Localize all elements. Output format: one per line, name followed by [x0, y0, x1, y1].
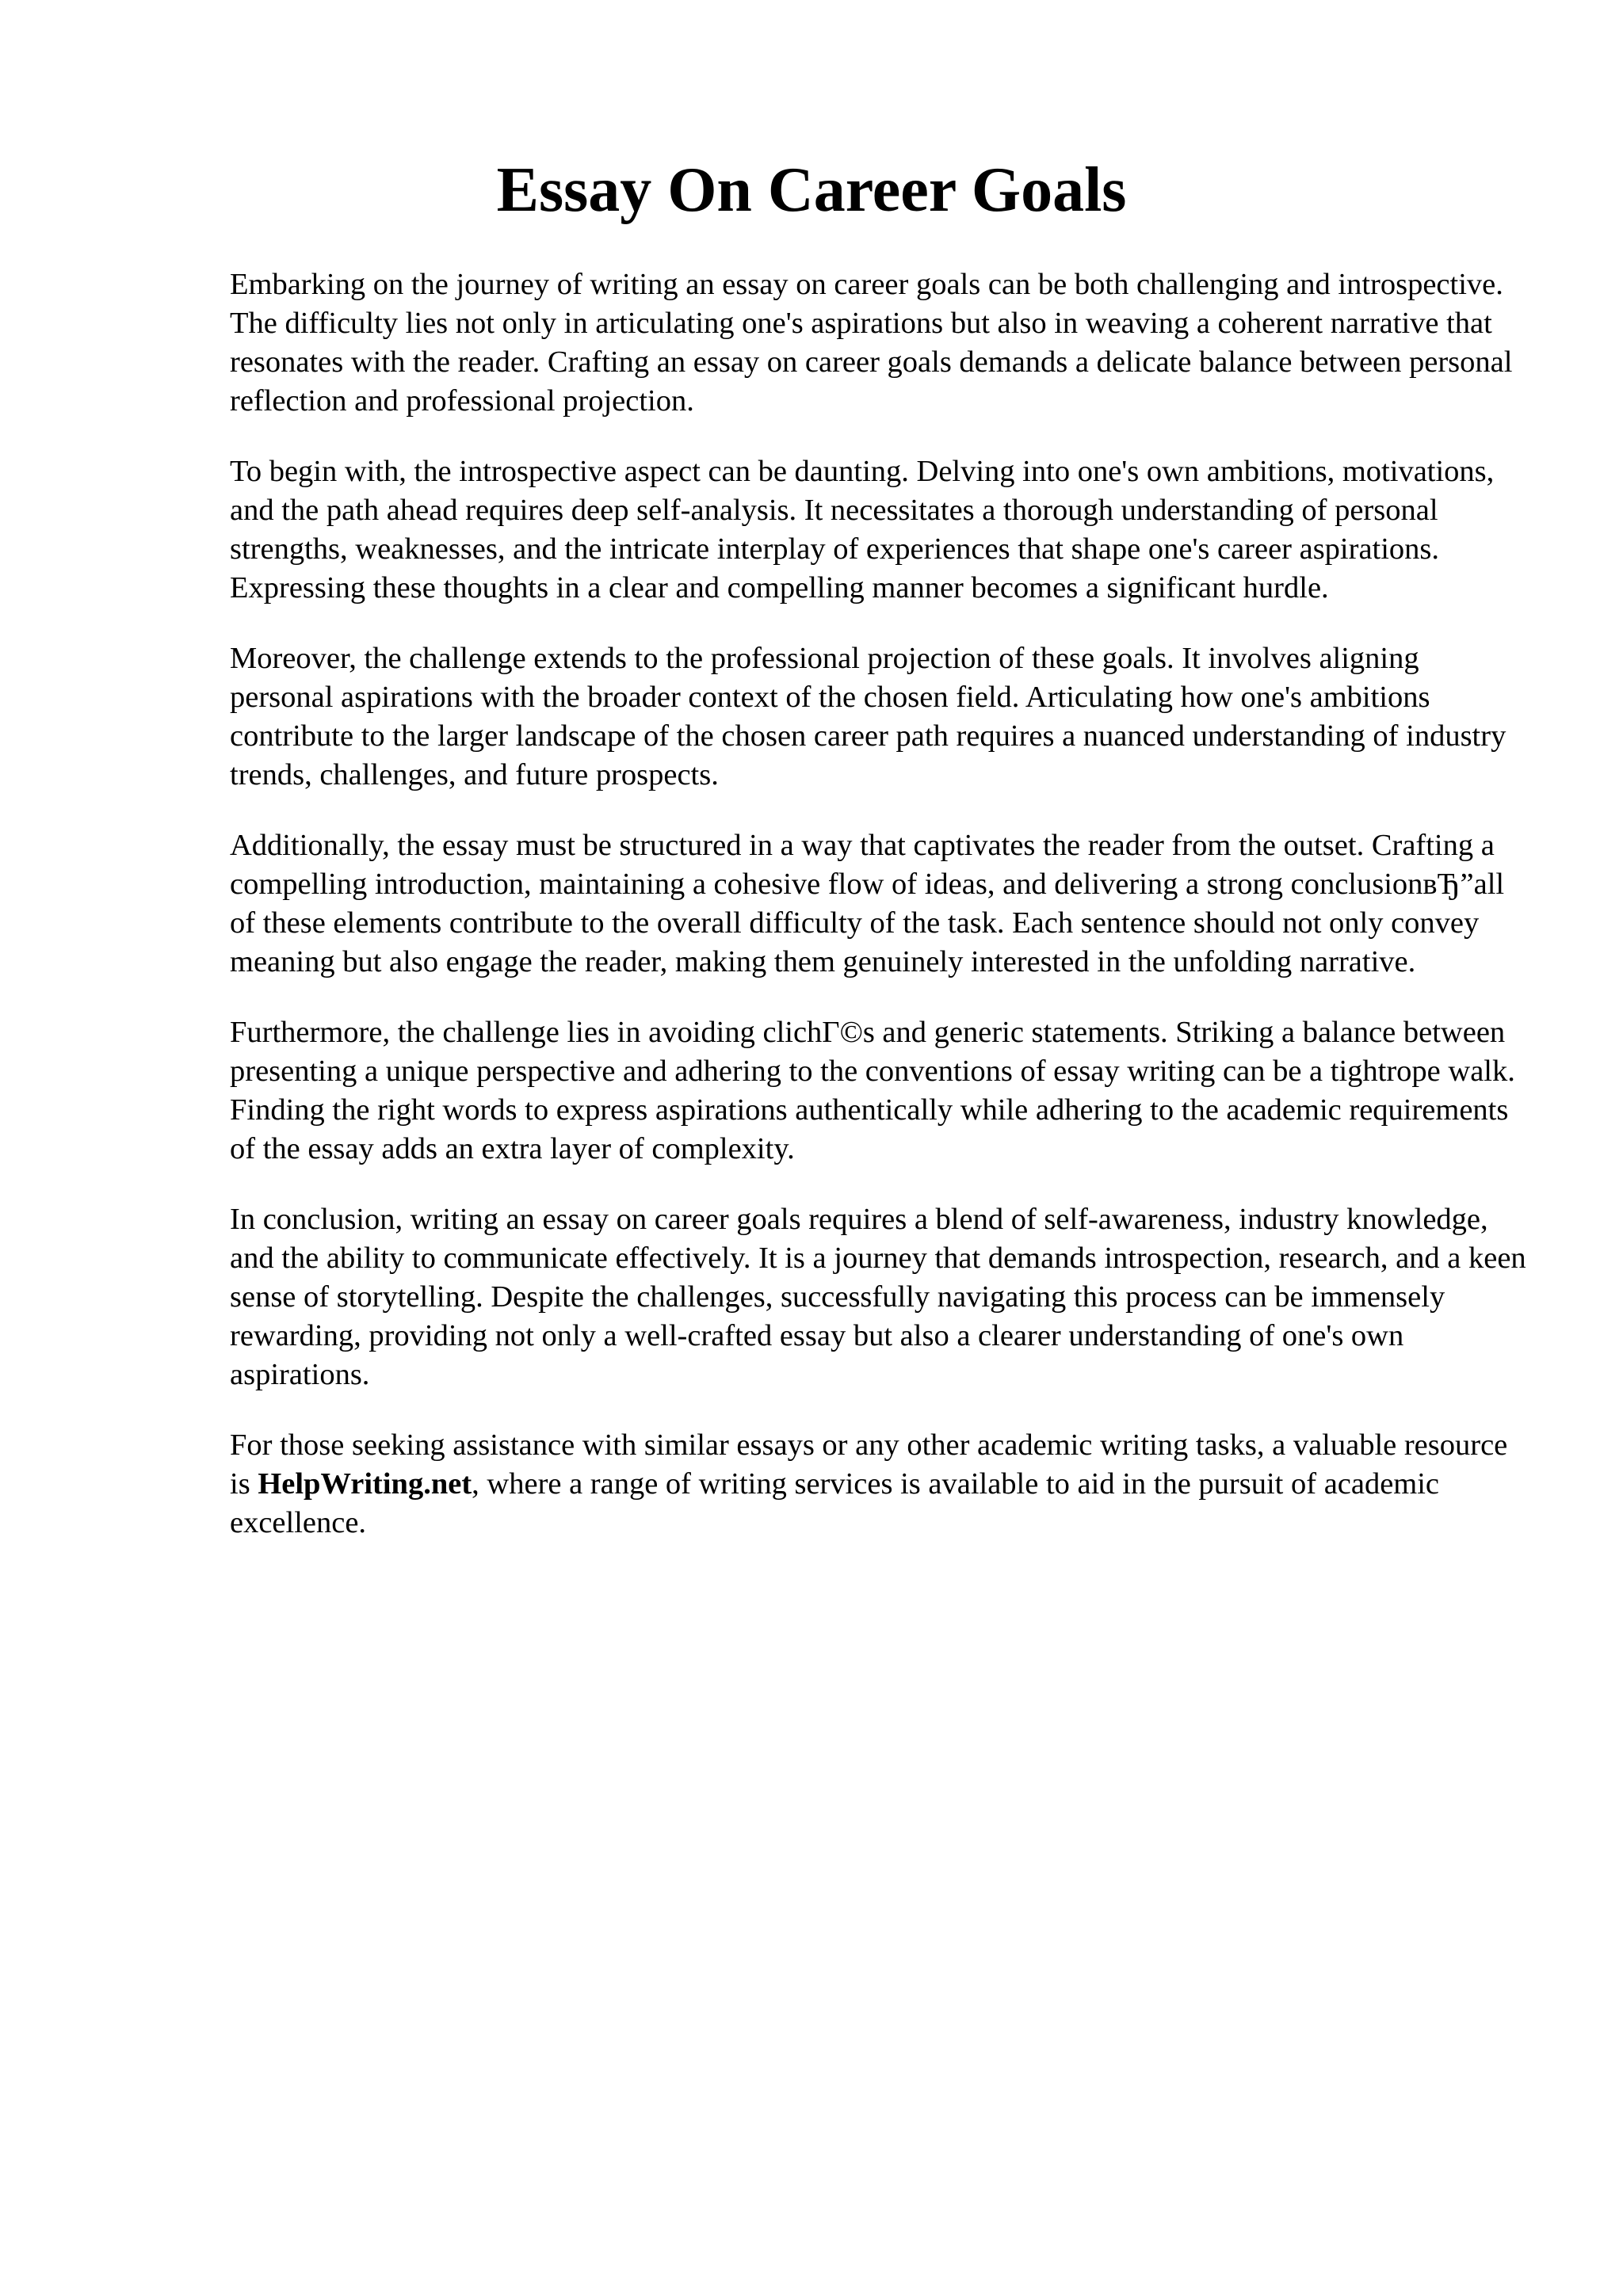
- closing-text-before-link: For those seeking assistance with similar essays or any other academic writing tasks, a valuable resource is: [230, 1428, 1508, 1501]
- paragraph-6: In conclusion, writing an essay on career goals requires a blend of self-awareness, industry knowledge, and the ability to communicate effectively. It is a journey that demands introspection, research, and a keen sense of storytelling. Despite the challenges, successfully navigating this process can be immensely rewarding, providing not only a well-crafted essay but also a clearer understanding of one's own aspirations.: [230, 1203, 1526, 1391]
- document-body: [230, 265, 1529, 1574]
- paragraph-2: To begin with, the introspective aspect can be daunting. Delving into one's own ambitions, motivations, and the path ahead requires deep self-analysis. It necessitates a thorough understanding of personal strengths, weaknesses, and the intricate interplay of experiences that shape one's career aspirations. Expressing these thoughts in a clear and compelling manner becomes a significant hurdle.: [230, 455, 1495, 605]
- paragraph-4: Additionally, the essay must be structured in a way that captivates the reader from the outset. Crafting a compelling introduction, maintaining a cohesive flow of ideas, and delivering a strong conclusionвЂ”all of these elements contribute to the overall difficulty of the task. Each sentence should not only convey meaning but also engage the reader, making them genuinely interested in the unfolding narrative.: [230, 829, 1505, 978]
- closing-paragraph: [230, 1426, 1529, 1543]
- paragraph-3: Moreover, the challenge extends to the professional projection of these goals. It involves aligning personal aspirations with the broader context of the chosen field. Articulating how one's ambitions contribute to the larger landscape of the chosen career path requires a nuanced understanding of industry trends, challenges, and future prospects.: [230, 642, 1507, 791]
- document-title: Essay On Career Goals: [496, 155, 1127, 225]
- closing-text-after-link: , where a range of writing services is available to aid in the pursuit of academic excellence.: [230, 1467, 1440, 1539]
- paragraph-5: Furthermore, the challenge lies in avoiding clichГ©s and generic statements. Striking a balance between presenting a unique perspective and adhering to the conventions of essay writing can be a tightrope walk. Finding the right words to express aspirations authentically while adhering to the academic requirements of the essay adds an extra layer of complexity.: [230, 1016, 1515, 1165]
- helpwriting-link[interactable]: HelpWriting.net: [258, 1467, 472, 1501]
- paragraph-1: Embarking on the journey of writing an essay on career goals can be both challenging and introspective. The difficulty lies not only in articulating one's aspirations but also in weaving a coherent narrative that resonates with the reader. Crafting an essay on career goals demands a delicate balance between personal reflection and professional projection.: [230, 268, 1513, 418]
